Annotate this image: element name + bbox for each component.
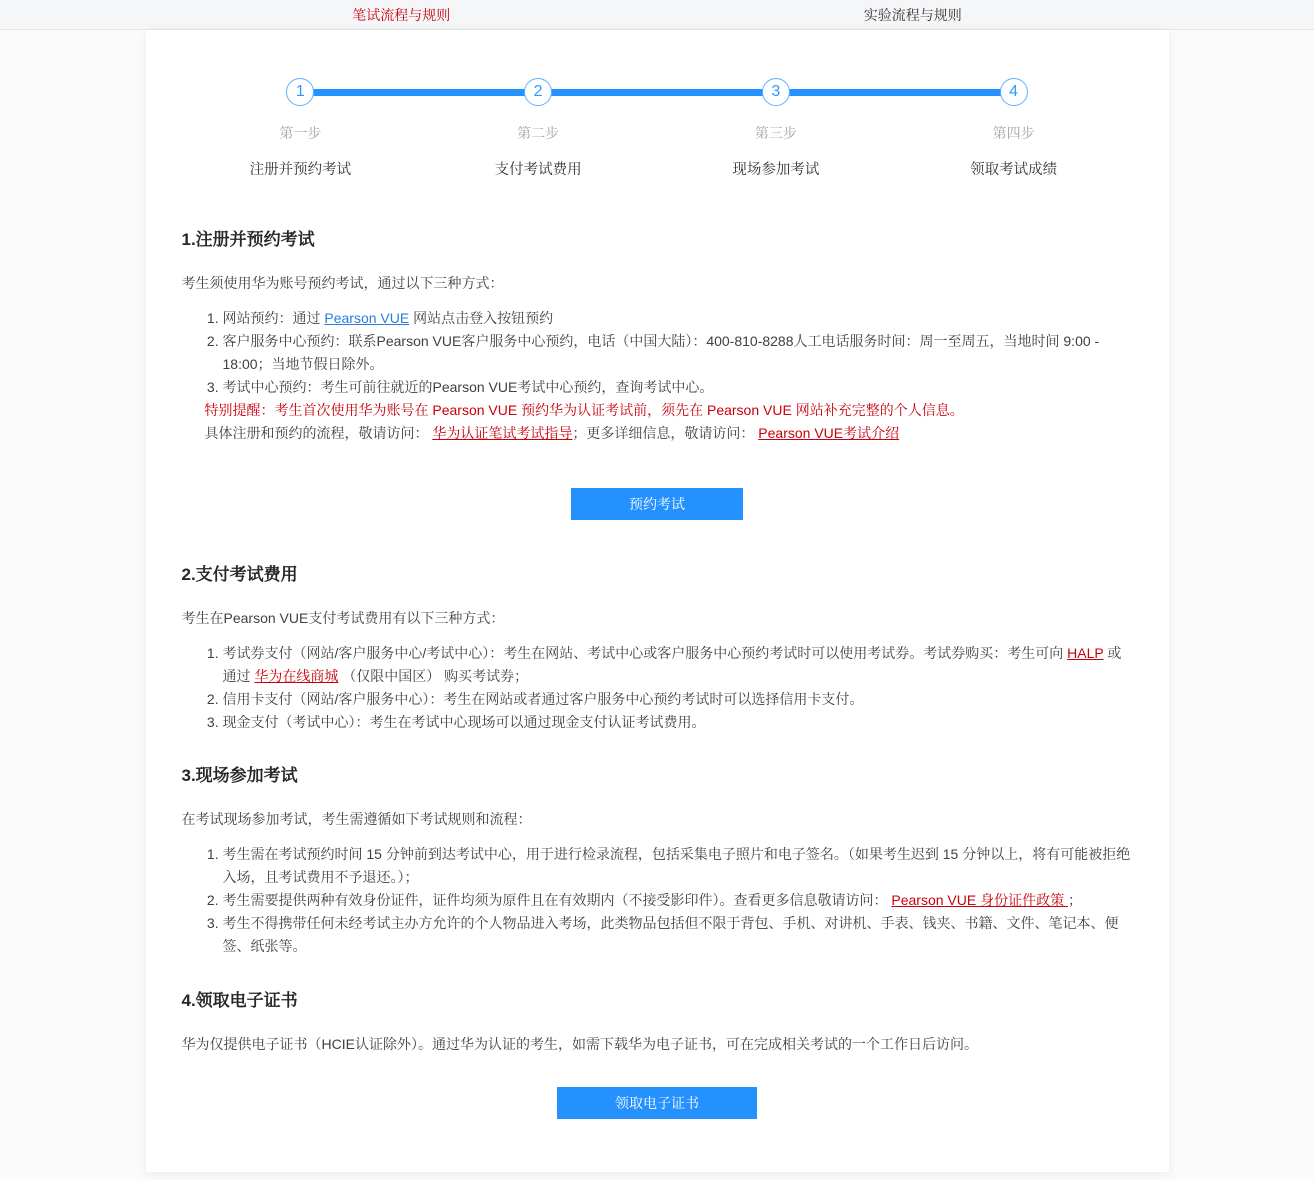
text-run: 现金支付（考试中心）：考生在考试中心现场可以通过现金支付认证考试费用。 bbox=[222, 714, 706, 730]
inline-link[interactable]: Pearson VUE bbox=[324, 310, 410, 326]
step-number-circle: 1 bbox=[286, 78, 314, 106]
onsite-rules-list bbox=[182, 843, 1133, 958]
list-item bbox=[223, 688, 1133, 711]
section-intro: 考生在Pearson VUE支付考试费用有以下三种方式： bbox=[181, 610, 505, 626]
top-tab-bar bbox=[0, 0, 1314, 30]
section-heading: 2.支付考试费用 bbox=[181, 565, 298, 584]
section-heading: 1.注册并预约考试 bbox=[181, 230, 315, 249]
step-title: 支付考试费用 bbox=[494, 162, 582, 178]
section-intro: 华为仅提供电子证书（HCIE认证除外）。通过华为认证的考生，如需下载华为电子证书，可在完成相关考试的一个工作日后访问。 bbox=[181, 1036, 978, 1052]
step-label: 第一步 bbox=[279, 125, 322, 141]
inline-link[interactable]: 华为在线商城 bbox=[254, 668, 339, 684]
get-certificate-button[interactable]: 领取电子证书 bbox=[557, 1087, 757, 1119]
text-run: 或通过 bbox=[222, 645, 1122, 684]
text-run: 网站预约：通过 bbox=[222, 310, 325, 326]
list-item bbox=[223, 307, 1133, 330]
inline-link[interactable]: 华为认证笔试考试指导 bbox=[432, 425, 573, 441]
list-item bbox=[223, 711, 1133, 734]
section-intro: 在考试现场参加考试，考生需遵循如下考试规则和流程： bbox=[181, 811, 532, 827]
stepper-step-2 bbox=[419, 78, 657, 179]
section-certificate bbox=[182, 986, 1133, 1119]
section-onsite bbox=[182, 761, 1133, 958]
text-run: 考试中心预约：考生可前往就近的Pearson VUE考试中心预约，查询考试中心。 bbox=[222, 379, 714, 395]
section-register bbox=[182, 225, 1133, 520]
list-item bbox=[223, 642, 1133, 688]
section-intro: 考生须使用华为账号预约考试，通过以下三种方式： bbox=[181, 275, 504, 291]
special-reminder bbox=[205, 399, 1133, 422]
text-run: 考试券支付（网站/客户服务中心/考试中心）：考生在网站、考试中心或客户服务中心预约考试时可以使用考试券。考试券购买：考生可向 bbox=[222, 645, 1068, 661]
list-item bbox=[223, 843, 1133, 889]
step-label: 第三步 bbox=[754, 125, 797, 141]
tab-lab-exam[interactable]: 实验流程与规则 bbox=[863, 6, 962, 23]
exam-progress-stepper bbox=[182, 30, 1133, 179]
book-exam-button[interactable]: 预约考试 bbox=[571, 488, 743, 520]
text-run: 考生需要提供两种有效身份证件，证件均须为原件且在有效期内（不接受影印件）。查看更多信息敬请访问： bbox=[222, 892, 892, 908]
list-item bbox=[223, 376, 1133, 399]
step-title: 领取考试成绩 bbox=[970, 162, 1058, 178]
step-title: 现场参加考试 bbox=[732, 162, 820, 178]
text-run: 具体注册和预约的流程，敬请访问： bbox=[204, 425, 433, 441]
step-title: 注册并预约考试 bbox=[249, 162, 352, 178]
text-run: 考生需在考试预约时间 15 分钟前到达考试中心，用于进行检录流程，包括采集电子照片和电子签名。（如果考生迟到 15 分钟以上，将有可能被拒绝入场，且考试费用不予退还。）； bbox=[222, 846, 1131, 885]
register-methods-list bbox=[182, 307, 1133, 399]
text-run: 客户服务中心预约：联系Pearson VUE客户服务中心预约，电话（中国大陆）：400-810-8288人工电话服务时间：周一至周五，当地时间 9:00 - 18:00；当地节假日除外。 bbox=[222, 333, 1100, 372]
stepper-step-3 bbox=[657, 78, 895, 179]
step-label: 第四步 bbox=[992, 125, 1035, 141]
list-item bbox=[223, 912, 1133, 958]
inline-link[interactable]: Pearson VUE考试介绍 bbox=[758, 425, 900, 441]
step-number-circle: 3 bbox=[762, 78, 790, 106]
red-emphasis-text: 特别提醒：考生首次使用华为账号在 Pearson VUE 预约华为认证考试前，须先在 Pearson VUE 网站补充完整的个人信息。 bbox=[204, 402, 964, 418]
text-run: 考生不得携带任何未经考试主办方允许的个人物品进入考场，此类物品包括但不限于背包、手机、对讲机、手表、钱夹、书籍、文件、笔记本、便签、纸张等。 bbox=[222, 915, 1119, 954]
visit-links-line bbox=[205, 422, 1133, 445]
tab-written-exam[interactable]: 笔试流程与规则 bbox=[352, 6, 451, 23]
list-item bbox=[223, 889, 1133, 912]
stepper-step-4 bbox=[895, 78, 1133, 179]
section-heading: 3.现场参加考试 bbox=[181, 766, 298, 785]
inline-link[interactable]: HALP bbox=[1067, 645, 1104, 661]
step-number-circle: 4 bbox=[1000, 78, 1028, 106]
section-payment bbox=[182, 560, 1133, 734]
list-item bbox=[223, 330, 1133, 376]
text-run: 网站点击登入按钮预约 bbox=[409, 310, 554, 326]
content-card bbox=[146, 30, 1169, 1172]
text-run: ；更多详细信息，敬请访问： bbox=[572, 425, 759, 441]
text-run: （仅限中国区） 购买考试券； bbox=[338, 668, 529, 684]
stepper-step-1 bbox=[182, 78, 420, 179]
step-label: 第二步 bbox=[517, 125, 560, 141]
payment-methods-list bbox=[182, 642, 1133, 734]
section-heading: 4.领取电子证书 bbox=[181, 991, 298, 1010]
text-run: ； bbox=[1068, 892, 1082, 908]
text-run: 信用卡支付（网站/客户服务中心）：考生在网站或者通过客户服务中心预约考试时可以选择信用卡支付。 bbox=[222, 691, 864, 707]
inline-link[interactable]: Pearson VUE 身份证件政策 bbox=[891, 892, 1068, 908]
step-number-circle: 2 bbox=[524, 78, 552, 106]
